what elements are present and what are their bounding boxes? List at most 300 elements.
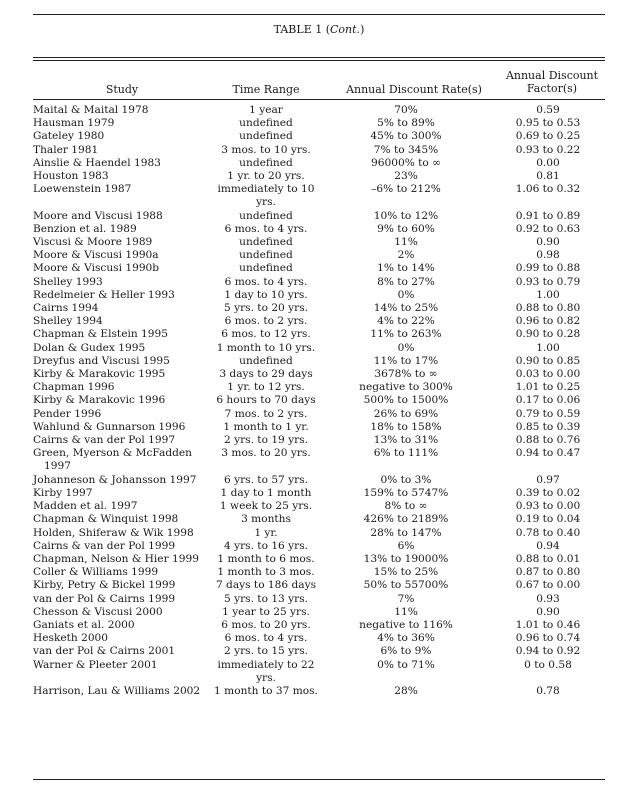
table-row (33, 632, 605, 645)
study-cell (33, 157, 211, 170)
time-range-cell (211, 262, 321, 275)
table-row (33, 394, 605, 407)
table-row (33, 553, 605, 566)
study-cell-text: Kirby & Marakovic 1996 (33, 394, 166, 407)
table-row (33, 276, 605, 289)
time-range-cell (211, 183, 321, 209)
study-cell-text: van der Pol & Cairns 1999 (33, 592, 176, 605)
discount-factor-cell (491, 144, 605, 157)
discount-rate-cell-text: 6% to 111% (373, 447, 439, 460)
time-range-cell-text: undefined (239, 156, 293, 169)
discount-rate-cell (321, 487, 491, 500)
discount-rate-cell (321, 315, 491, 328)
discount-rate-cell-text: 70% (394, 104, 418, 116)
study-cell (33, 540, 211, 553)
discount-rate-cell (321, 262, 491, 275)
discount-rate-cell (321, 381, 491, 394)
table-row (33, 566, 605, 579)
study-cell (33, 249, 211, 262)
time-range-cell (211, 421, 321, 434)
study-cell (33, 302, 211, 315)
study-cell-text: Moore & Viscusi 1990b (33, 262, 160, 275)
discount-rate-cell-text: 6% (397, 539, 415, 552)
study-cell (33, 487, 211, 500)
study-cell (33, 289, 211, 302)
study-cell-text: Cairns & van der Pol 1999 (33, 539, 176, 552)
table-row (33, 236, 605, 249)
table-row (33, 579, 605, 592)
factor-header-line2: Factor(s) (526, 82, 578, 95)
study-cell-text: Chapman & Elstein 1995 (33, 328, 168, 341)
table-row (33, 210, 605, 223)
study-cell (33, 500, 211, 513)
discount-rate-cell (321, 117, 491, 130)
study-cell (33, 183, 211, 209)
discount-factor-cell (491, 368, 605, 381)
time-range-cell (211, 593, 321, 606)
study-cell-text: Ainslie & Haendel 1983 (33, 156, 161, 169)
discount-rate-cell (321, 527, 491, 540)
time-range-cell (211, 249, 321, 262)
discount-factor-cell-text: 0.98 (536, 249, 560, 262)
table-row (33, 104, 605, 117)
discount-factor-cell (491, 632, 605, 645)
discount-rate-cell (321, 593, 491, 606)
discount-rate-cell-text: 13% to 31% (373, 434, 439, 447)
time-range-cell (211, 210, 321, 223)
study-cell-text: Chesson & Viscusi 2000 (33, 605, 163, 618)
time-range-cell-text: 1 day to 1 month (220, 486, 312, 499)
discount-rate-cell-text: 9% to 60% (377, 222, 435, 235)
time-range-cell (211, 500, 321, 513)
discount-factor-cell-text: 0.99 to 0.88 (515, 262, 581, 275)
time-range-cell-text: 3 months (241, 513, 291, 526)
discount-rate-cell-text: 11% to 263% (370, 328, 442, 341)
discount-rate-cell (321, 210, 491, 223)
discount-factor-cell-text: 0.90 to 0.28 (515, 328, 581, 341)
study-cell-text: Redelmeier & Heller 1993 (33, 288, 175, 301)
discount-rate-cell (321, 236, 491, 249)
time-range-cell (211, 645, 321, 658)
discount-factor-cell (491, 381, 605, 394)
discount-rate-cell (321, 328, 491, 341)
table-row (33, 183, 605, 209)
study-cell-text: Moore and Viscusi 1988 (33, 209, 163, 222)
time-range-cell-text: 6 mos. to 4 yrs. (224, 275, 308, 288)
discount-factor-cell (491, 645, 605, 658)
time-range-cell-text: 3 days to 29 days (219, 368, 313, 381)
study-cell (33, 236, 211, 249)
time-range-cell-text: 6 mos. to 12 yrs. (221, 328, 311, 341)
study-cell-text: Johanneson & Johansson 1997 (33, 473, 197, 486)
discount-factor-cell (491, 606, 605, 619)
discount-rate-cell-text: 28% to 147% (370, 526, 442, 539)
discount-factor-cell-text: 0.03 to 0.00 (515, 368, 581, 381)
discount-factor-cell-text: 0.94 (536, 539, 560, 552)
study-cell (33, 328, 211, 341)
study-cell (33, 685, 211, 698)
discount-factor-cell-text: 0.69 to 0.25 (515, 130, 581, 143)
time-range-cell (211, 104, 321, 117)
time-range-cell (211, 553, 321, 566)
discount-rate-cell-text: 0% (397, 288, 415, 301)
study-cell-text: Hesketh 2000 (33, 632, 109, 645)
study-cell-text: Ganiats et al. 2000 (33, 618, 135, 631)
discount-factor-cell-text: 0.00 (536, 156, 560, 169)
study-cell-text: Warner & Pleeter 2001 (33, 658, 158, 671)
discount-rate-cell (321, 144, 491, 157)
time-range-cell (211, 685, 321, 698)
study-cell-text: Holden, Shiferaw & Wik 1998 (33, 526, 194, 539)
table-row (33, 157, 605, 170)
discount-factor-cell-text: 0.96 to 0.74 (515, 632, 581, 645)
study-cell-text: Gateley 1980 (33, 130, 105, 143)
time-range-cell (211, 368, 321, 381)
discount-rate-cell-text: 11% (394, 236, 418, 249)
study-cell (33, 315, 211, 328)
discount-factor-cell-text: 0.93 to 0.79 (515, 275, 581, 288)
table-row (33, 262, 605, 275)
study-cell (33, 434, 211, 447)
discount-factor-cell (491, 619, 605, 632)
time-range-cell (211, 513, 321, 526)
time-range-cell (211, 487, 321, 500)
time-range-cell-text: 1 yr. to 12 yrs. (227, 381, 305, 394)
discount-factor-cell (491, 685, 605, 698)
time-range-cell (211, 527, 321, 540)
discount-factor-cell-text: 0.88 to 0.76 (515, 434, 581, 447)
discount-rate-cell-text: 3678% to ∞ (374, 368, 438, 381)
study-cell (33, 170, 211, 183)
discount-factor-cell-text: 0 to 0.58 (524, 658, 572, 671)
title-prefix: TABLE 1 ( (273, 23, 331, 36)
time-range-cell (211, 632, 321, 645)
discount-rate-cell (321, 130, 491, 143)
table-row (33, 249, 605, 262)
discount-rate-cell (321, 434, 491, 447)
table-row (33, 117, 605, 130)
discount-rate-cell (321, 408, 491, 421)
discount-rate-cell-text: 0% (397, 341, 415, 354)
study-cell-text: Maital & Maital 1978 (33, 104, 149, 116)
study-cell (33, 117, 211, 130)
time-range-cell (211, 579, 321, 592)
time-range-cell-text: 1 year (249, 104, 283, 116)
time-range-cell (211, 408, 321, 421)
discount-factor-cell-text: 0.79 to 0.59 (515, 407, 581, 420)
discount-factor-cell-text: 0.67 to 0.00 (515, 579, 581, 592)
table-row (33, 315, 605, 328)
discount-factor-cell (491, 540, 605, 553)
table-row (33, 500, 605, 513)
time-range-cell-text: 7 mos. to 2 yrs. (224, 407, 308, 420)
title-italic: Cont. (330, 23, 361, 36)
discount-rate-cell-text: 13% to 19000% (363, 552, 449, 565)
time-range-cell-text: undefined (239, 209, 293, 222)
header-double-rule-bottom (33, 60, 605, 61)
table-row (33, 593, 605, 606)
discount-factor-cell (491, 659, 605, 685)
discount-rate-cell-text: 0% to 3% (380, 473, 432, 486)
discount-rate-cell-text: 159% to 5747% (363, 486, 449, 499)
time-range-cell-text: 7 days to 186 days (215, 579, 317, 592)
study-cell (33, 474, 211, 487)
study-cell (33, 579, 211, 592)
study-cell (33, 104, 211, 117)
discount-factor-cell (491, 566, 605, 579)
discount-rate-cell (321, 579, 491, 592)
time-range-cell-text: 6 hours to 70 days (216, 394, 316, 407)
table-row (33, 421, 605, 434)
discount-factor-cell (491, 553, 605, 566)
discount-rate-cell (321, 170, 491, 183)
discount-rate-cell (321, 342, 491, 355)
table-row (33, 355, 605, 368)
discount-rate-cell (321, 394, 491, 407)
study-cell-text: Madden et al. 1997 (33, 500, 138, 513)
study-cell-text: Cairns 1994 (33, 302, 99, 315)
study-cell (33, 606, 211, 619)
time-range-cell (211, 434, 321, 447)
discount-rate-cell-text: 28% (394, 684, 418, 697)
study-cell (33, 355, 211, 368)
column-header-rate: Annual Discount Rate(s) (346, 83, 482, 96)
discount-factor-cell-text: 1.01 to 0.46 (515, 618, 581, 631)
time-range-cell-text: 1 month to 3 mos. (217, 566, 315, 579)
study-cell (33, 527, 211, 540)
time-range-cell (211, 302, 321, 315)
discount-factor-cell (491, 223, 605, 236)
discount-rate-cell (321, 553, 491, 566)
time-range-cell-text: 4 yrs. to 16 yrs. (223, 539, 309, 552)
column-header-study: Study (105, 83, 139, 96)
discount-rate-cell (321, 685, 491, 698)
discount-factor-cell (491, 249, 605, 262)
study-cell (33, 262, 211, 275)
study-cell (33, 394, 211, 407)
time-range-cell (211, 170, 321, 183)
discount-rate-cell-text: 26% to 69% (373, 407, 439, 420)
study-cell-text: Loewenstein 1987 (33, 183, 132, 196)
time-range-cell (211, 381, 321, 394)
discount-rate-cell-text: 18% to 158% (370, 420, 442, 433)
time-range-cell-text: undefined (239, 262, 293, 275)
discount-rate-cell (321, 606, 491, 619)
time-range-cell-text: undefined (239, 130, 293, 143)
table-row (33, 223, 605, 236)
discount-factor-cell (491, 104, 605, 117)
discount-rate-cell-text: 4% to 36% (377, 632, 435, 645)
discount-rate-cell (321, 421, 491, 434)
time-range-cell (211, 117, 321, 130)
discount-rate-cell (321, 540, 491, 553)
discount-factor-cell-text: 1.00 (536, 341, 560, 354)
study-cell (33, 130, 211, 143)
discount-factor-cell-text: 0.93 to 0.00 (515, 500, 581, 513)
time-range-cell (211, 619, 321, 632)
discount-rate-table (33, 104, 605, 698)
table-row (33, 659, 605, 685)
table-row (33, 474, 605, 487)
discount-factor-cell (491, 315, 605, 328)
discount-factor-cell (491, 593, 605, 606)
discount-rate-cell (321, 368, 491, 381)
study-cell-text: Wahlund & Gunnarson 1996 (33, 420, 186, 433)
discount-rate-cell (321, 289, 491, 302)
time-range-cell (211, 130, 321, 143)
time-range-cell (211, 289, 321, 302)
discount-rate-cell-text: 426% to 2189% (363, 513, 449, 526)
discount-factor-cell (491, 394, 605, 407)
discount-rate-cell-text: 4% to 22% (377, 315, 435, 328)
time-range-cell (211, 540, 321, 553)
study-cell-text: Shelley 1993 (33, 275, 103, 288)
discount-factor-cell-text: 1.00 (536, 288, 560, 301)
time-range-cell-text: undefined (239, 249, 293, 262)
study-cell (33, 553, 211, 566)
table-row (33, 381, 605, 394)
study-cell-text: Shelley 1994 (33, 315, 103, 328)
time-range-cell-text: 1 month to 10 yrs. (216, 341, 316, 354)
discount-factor-cell (491, 355, 605, 368)
time-range-cell-text: 6 mos. to 20 yrs. (221, 618, 311, 631)
discount-rate-cell-text: 11% to 17% (373, 354, 439, 367)
discount-factor-cell (491, 262, 605, 275)
discount-rate-cell-text: 11% (394, 605, 418, 618)
table-row (33, 447, 605, 473)
study-cell-text: Harrison, Lau & Williams 2002 (33, 684, 201, 697)
discount-rate-cell-text: 14% to 25% (373, 302, 439, 315)
discount-rate-cell-text: 7% (397, 592, 415, 605)
discount-rate-cell-text: 5% to 89% (377, 117, 435, 130)
discount-factor-cell (491, 130, 605, 143)
time-range-cell-text: 6 mos. to 2 yrs. (224, 315, 308, 328)
time-range-cell (211, 328, 321, 341)
time-range-cell (211, 606, 321, 619)
table-row (33, 619, 605, 632)
discount-rate-cell-text: 15% to 25% (373, 566, 439, 579)
discount-rate-cell (321, 104, 491, 117)
discount-rate-cell-text: negative to 300% (359, 381, 453, 394)
discount-rate-cell (321, 249, 491, 262)
time-range-cell (211, 474, 321, 487)
time-range-cell-text: undefined (239, 354, 293, 367)
study-cell-text: Moore & Viscusi 1990a (33, 249, 159, 262)
time-range-cell-text: 6 yrs. to 57 yrs. (223, 473, 309, 486)
table-row (33, 513, 605, 526)
study-cell (33, 447, 211, 473)
time-range-cell-text: 1 month to 6 mos. (217, 552, 315, 565)
time-range-cell-text: undefined (239, 117, 293, 130)
table-row (33, 144, 605, 157)
study-cell (33, 513, 211, 526)
discount-factor-cell-text: 0.93 (536, 592, 560, 605)
discount-factor-cell-text: 0.39 to 0.02 (515, 486, 581, 499)
table-row (33, 408, 605, 421)
discount-rate-cell-text: 50% to 55700% (363, 579, 449, 592)
discount-factor-cell-text: 0.59 (536, 104, 560, 116)
discount-rate-cell-text: negative to 116% (359, 618, 453, 631)
column-header-factor (499, 69, 605, 95)
study-cell-text: Kirby 1997 (33, 486, 93, 499)
discount-factor-cell (491, 183, 605, 209)
discount-rate-cell-text: –6% to 212% (371, 183, 441, 196)
study-cell-text: Pender 1996 (33, 407, 102, 420)
table-row (33, 606, 605, 619)
discount-factor-cell (491, 527, 605, 540)
column-header-time-range: Time Range (232, 83, 300, 96)
study-cell (33, 408, 211, 421)
discount-factor-cell (491, 579, 605, 592)
study-cell-text: Kirby, Petry & Bickel 1999 (33, 579, 176, 592)
discount-factor-cell-text: 0.88 to 0.01 (515, 552, 581, 565)
discount-factor-cell-text: 0.97 (536, 473, 560, 486)
discount-factor-cell-text: 0.94 to 0.47 (515, 447, 581, 460)
time-range-cell (211, 447, 321, 473)
discount-factor-cell-text: 0.91 to 0.89 (515, 209, 581, 222)
discount-factor-cell-text: 0.78 to 0.40 (515, 526, 581, 539)
table-row (33, 302, 605, 315)
discount-rate-cell-text: 10% to 12% (373, 209, 439, 222)
time-range-cell-text: 3 mos. to 20 yrs. (221, 447, 311, 460)
discount-factor-cell (491, 500, 605, 513)
table-row (33, 487, 605, 500)
discount-rate-cell (321, 183, 491, 209)
study-cell-text: Chapman & Winquist 1998 (33, 513, 179, 526)
time-range-cell (211, 394, 321, 407)
discount-rate-cell (321, 659, 491, 685)
study-cell (33, 144, 211, 157)
discount-factor-cell (491, 434, 605, 447)
time-range-cell-text: immediately to 22 yrs. (217, 658, 315, 684)
factor-header-line1: Annual Discount (505, 69, 599, 82)
discount-rate-cell-text: 96000% to ∞ (371, 156, 441, 169)
discount-rate-cell-text: 1% to 14% (377, 262, 435, 275)
discount-rate-cell-text: 45% to 300% (370, 130, 442, 143)
discount-factor-cell-text: 0.92 to 0.63 (515, 222, 581, 235)
time-range-cell-text: 1 yr. (254, 526, 278, 539)
discount-rate-cell-text: 2% (397, 249, 415, 262)
time-range-cell (211, 157, 321, 170)
study-cell (33, 619, 211, 632)
study-cell (33, 276, 211, 289)
time-range-cell (211, 276, 321, 289)
study-cell (33, 368, 211, 381)
study-cell (33, 342, 211, 355)
table-row (33, 130, 605, 143)
study-cell (33, 421, 211, 434)
time-range-cell-text: 2 yrs. to 19 yrs. (223, 434, 309, 447)
discount-factor-cell (491, 117, 605, 130)
study-cell (33, 632, 211, 645)
time-range-cell-text: 6 mos. to 4 yrs. (224, 632, 308, 645)
study-cell-text: van der Pol & Cairns 2001 (33, 645, 176, 658)
time-range-cell-text: 3 mos. to 10 yrs. (221, 143, 311, 156)
discount-rate-cell (321, 645, 491, 658)
discount-rate-cell (321, 223, 491, 236)
header-double-rule-top (33, 57, 605, 58)
study-cell (33, 593, 211, 606)
study-cell-text: Green, Myerson & McFadden 1997 (33, 447, 192, 473)
discount-factor-cell-text: 0.87 to 0.80 (515, 566, 581, 579)
study-cell-text: Chapman 1996 (33, 381, 115, 394)
time-range-cell (211, 659, 321, 685)
discount-factor-cell-text: 1.06 to 0.32 (515, 183, 581, 196)
study-cell-text: Dreyfus and Viscusi 1995 (33, 354, 170, 367)
discount-factor-cell-text: 0.95 to 0.53 (515, 117, 581, 130)
time-range-cell-text: 1 month to 37 mos. (214, 684, 318, 697)
time-range-cell-text: 1 year to 25 yrs. (222, 605, 310, 618)
